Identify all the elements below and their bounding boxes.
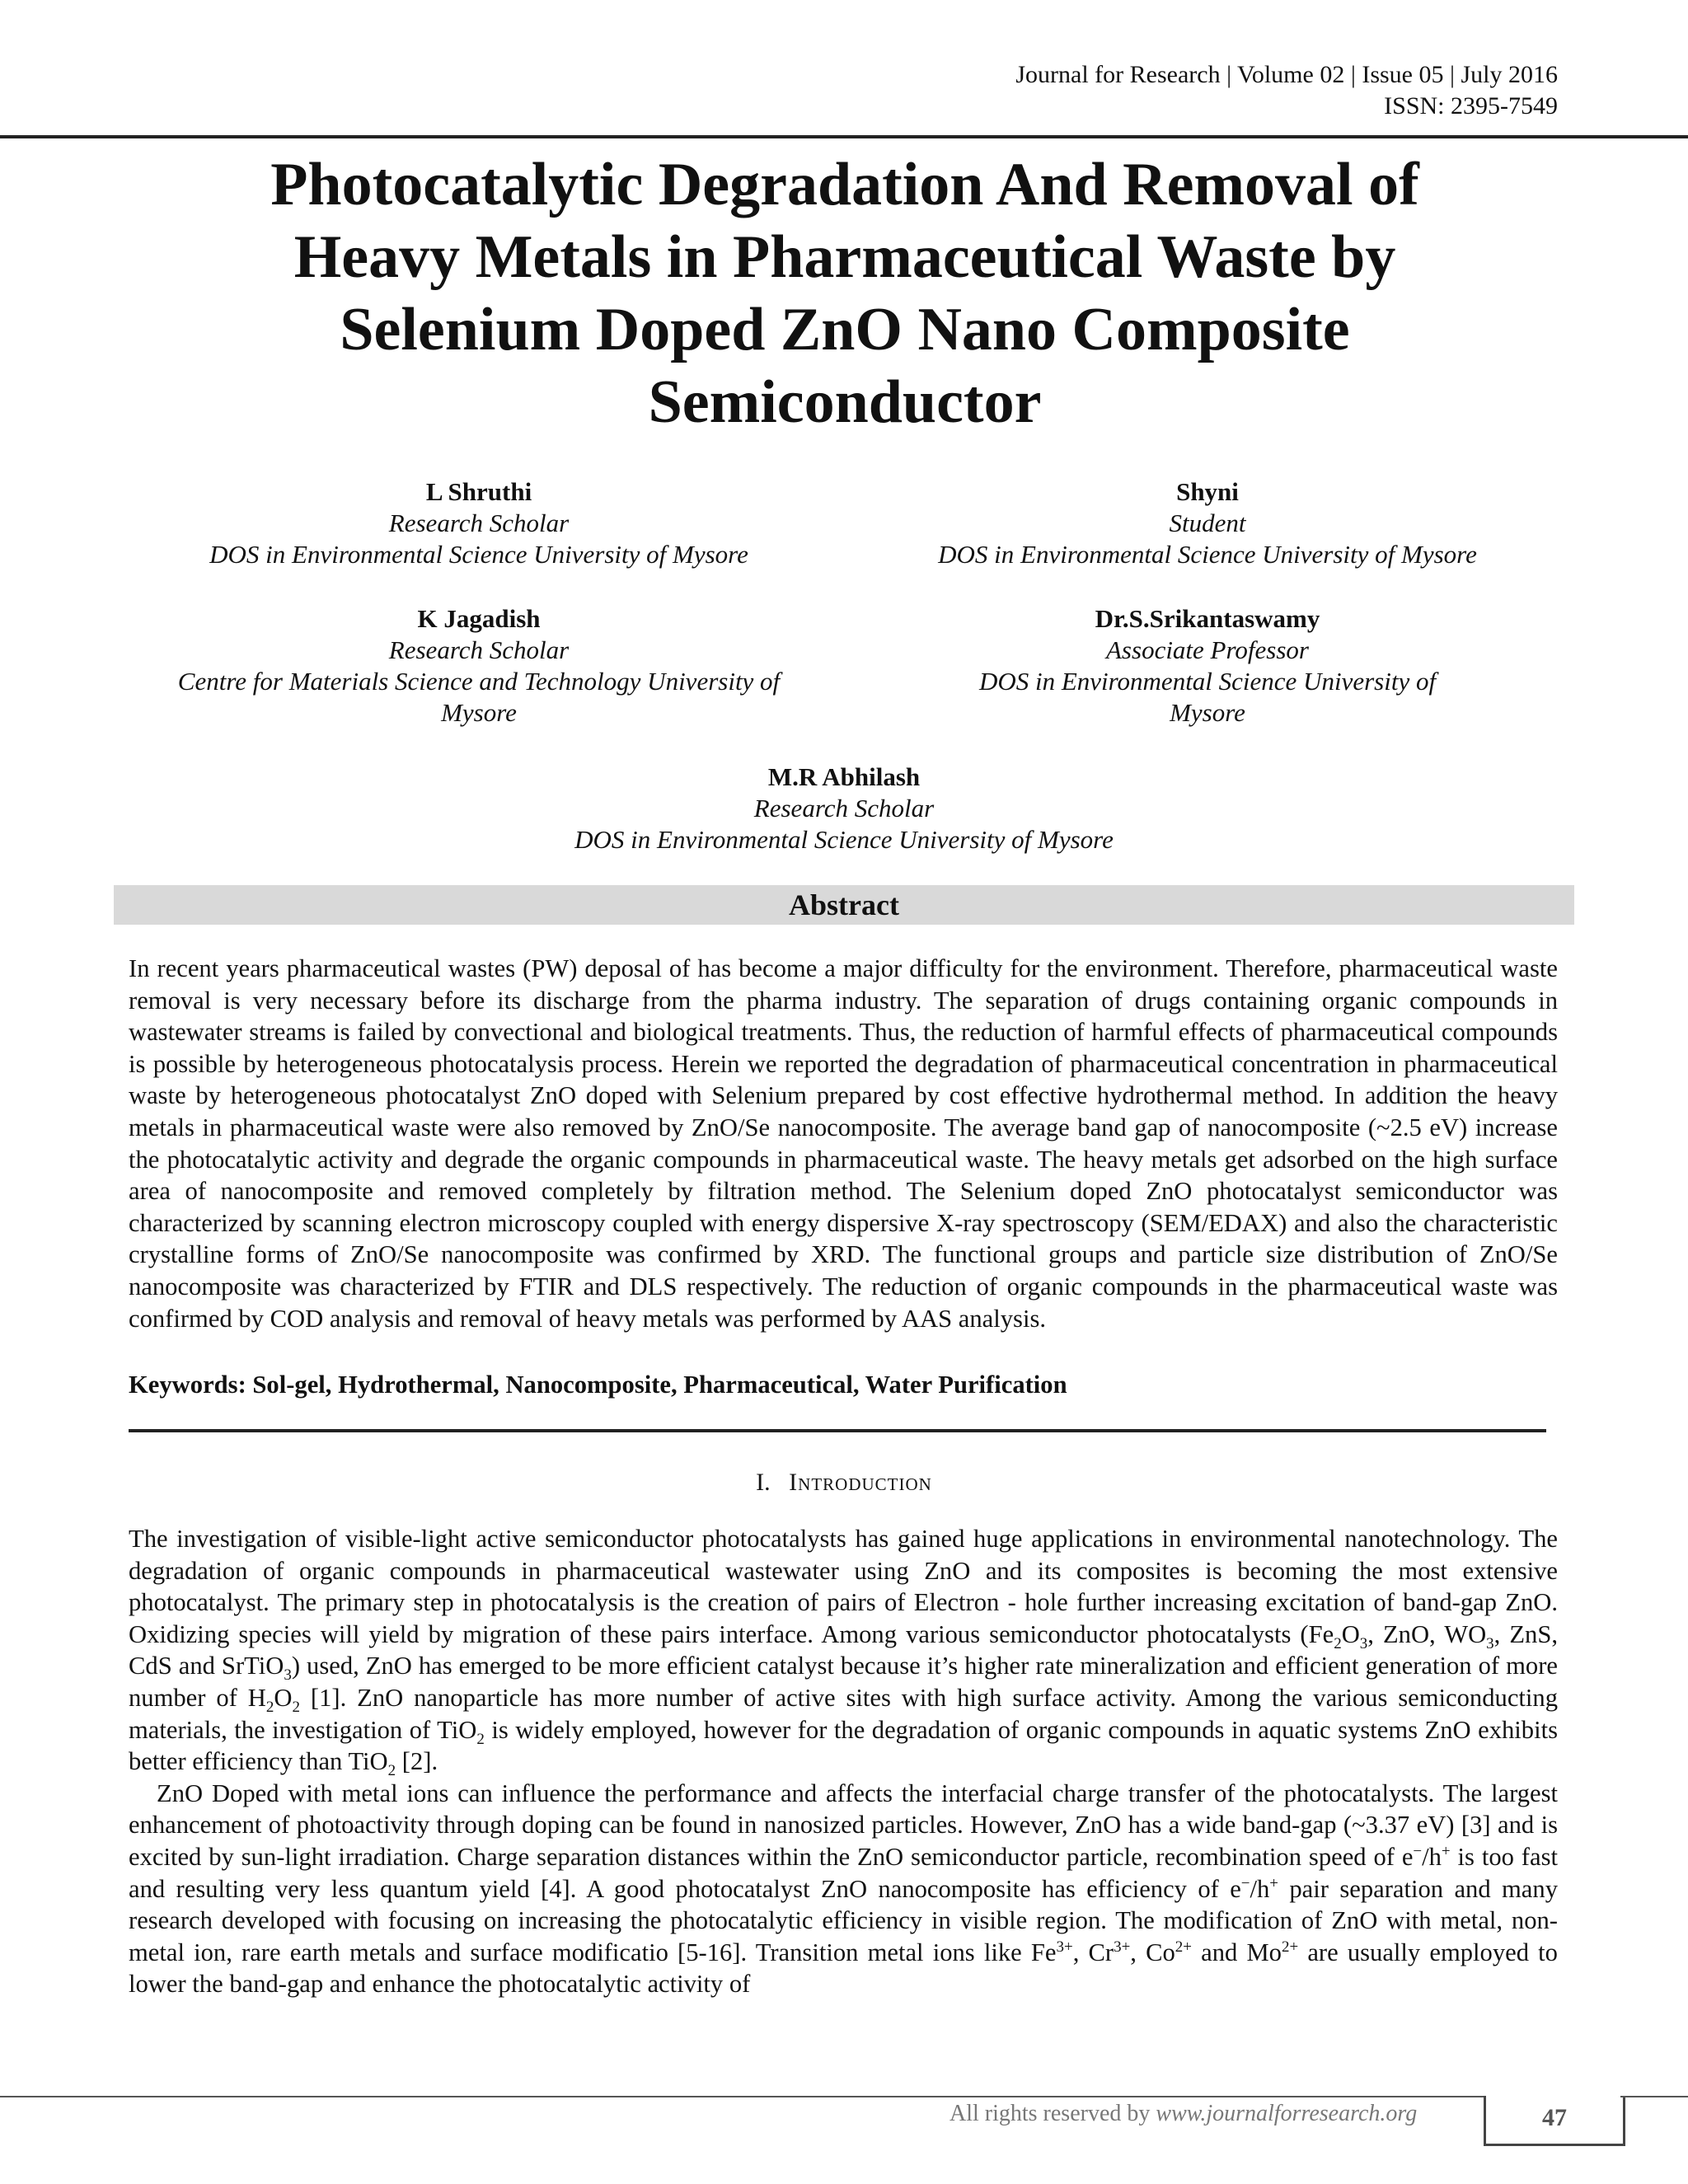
section-title: Introduction xyxy=(789,1469,932,1496)
paper-title xyxy=(148,148,1541,438)
abstract-divider xyxy=(129,1429,1546,1432)
keywords: Keywords: Sol-gel, Hydrothermal, Nanocomposite, Pharmaceutical, Water Purification xyxy=(129,1371,1067,1399)
issn: ISSN: 2395-7549 xyxy=(1384,92,1558,120)
abstract-text: In recent years pharmaceutical wastes (PW) deposal of has become a major difficulty for the environment. Therefore, pharmaceutical waste removal is very necessary before its discharge from the pharma industry. The separation of drugs containing organic compounds in wastewater streams is failed by convectional and biological treatments. Thus, the reduction of harmful effects of pharmaceutical compounds is possible by heterogeneous photocatalysis process. Herein we reported the degradation of pharmaceutical concentration in pharmaceutical waste by heterogeneous photocatalyst ZnO doped with Selenium prepared by cost effective hydrothermal method. In addition the heavy metals in pharmaceutical waste were also removed by ZnO/Se nanocomposite. The average band gap of nanocomposite (~2.5 eV) increase the photocatalytic activity and degrade the organic compounds in pharmaceutical waste. The heavy metals get adsorbed on the high surface area of nanocomposite and removed completely by filtration method. The Selenium doped ZnO photocatalyst semiconductor was characterized by scanning electron microscopy coupled with energy dispersive X-ray spectroscopy (SEM/EDAX) and also the characteristic crystalline forms of ZnO/Se nanocomposite was confirmed by XRD. The functional groups and particle size distribution of ZnO/Se nanocomposite was characterized by FTIR and DLS respectively. The reduction of organic compounds in the pharmaceutical waste was confirmed by COD analysis and removal of heavy metals was performed by AAS analysis. xyxy=(129,954,1558,1333)
author-role: Student xyxy=(1169,509,1246,537)
section-heading xyxy=(0,1467,1688,1498)
author-name: K Jagadish xyxy=(417,604,541,633)
introduction-body xyxy=(129,1523,1558,2000)
author-name: Shyni xyxy=(1176,477,1239,506)
abstract-heading: Abstract xyxy=(114,885,1574,925)
author-name: L Shruthi xyxy=(425,477,532,506)
title-line-1: Photocatalytic Degradation And Removal of xyxy=(270,151,1419,218)
journal-header xyxy=(1015,59,1558,122)
author-block xyxy=(129,476,829,570)
author-affiliation: Centre for Materials Science and Technology University of xyxy=(177,667,781,696)
journal-url[interactable]: www.journalforresearch.org xyxy=(1156,2101,1418,2126)
author-affiliation: DOS in Environmental Science University of Mysore xyxy=(938,540,1477,569)
author-role: Research Scholar xyxy=(388,509,570,537)
author-affiliation-cont: Mysore xyxy=(441,698,517,727)
author-name: Dr.S.Srikantaswamy xyxy=(1095,604,1320,633)
header-divider xyxy=(0,135,1688,138)
section-number: I. xyxy=(756,1469,771,1496)
intro-paragraph: The investigation of visible-light active semiconductor photocatalysts has gained huge applications in environmental nanotechnology. The degradation of organic compounds in pharmaceutical wastewater using ZnO and its composites is becoming the most extensive photocatalyst. The primary step in photocatalysis is the creation of pairs of Electron - hole further increasing excitation of band-gap ZnO. Oxidizing species will yield by migration of these pairs interface. Among various semiconductor photocatalysts ($Fe_2O_3$, ZnO, $WO_3$, ZnS, CdS and SrTiO$_3$) used, ZnO has emerged to be more efficient catalyst because it’s higher rate mineralization and efficient generation of more number of $H_2O_2$ [1]. ZnO nanoparticle has more number of active sites with high surface activity. Among the various semiconducting materials, the investigation of TiO$_2$ is widely employed, however for the degradation of organic compounds in aquatic systems ZnO exhibits better efficiency than TiO$_2$ [2]. xyxy=(129,1525,1558,1780)
author-block xyxy=(432,762,1256,855)
author-block xyxy=(857,476,1558,570)
footer-divider xyxy=(0,2096,1484,2097)
footer-rights xyxy=(950,2101,1417,2127)
author-name: M.R Abhilash xyxy=(767,762,921,791)
author-role: Research Scholar xyxy=(388,635,570,664)
intro-paragraph: ZnO Doped with metal ions can influence the performance and affects the interfacial charge transfer of the photocatalysts. The largest enhancement of photoactivity through doping can be found in nanosized particles. However, ZnO has a wide band-gap (~3.37 eV) [3] and is excited by sun-light irradiation. Charge separation distances within the ZnO semiconductor particle, recombination speed of e−/h+ is too fast and resulting very less quantum yield [4]. A good photocatalyst ZnO nanocomposite has efficiency of e−/h+ pair separation and many research developed with focusing on increasing the photocatalytic efficiency in visible region. The modification of ZnO with metal, non-metal ion, rare earth metals and surface modificatio [5-16]. Transition metal ions like $Fe^{3+}$, $Cr^{3+}$, $Co^{2+}$ and $Mo^{2+}$ are usually employed to lower the band-gap and enhance the photocatalytic activity of xyxy=(129,1779,1558,1999)
rights-text: All rights reserved by xyxy=(950,2101,1156,2126)
author-block xyxy=(129,603,829,729)
author-affiliation-cont: Mysore xyxy=(1170,698,1245,727)
footer-divider-right xyxy=(1620,2096,1688,2097)
title-line-4: Semiconductor xyxy=(648,368,1042,436)
page-number: 47 xyxy=(1542,2104,1567,2131)
author-block xyxy=(857,603,1558,729)
author-role: Associate Professor xyxy=(1106,635,1309,664)
author-affiliation: DOS in Environmental Science University of Mysore xyxy=(209,540,748,569)
author-affiliation: DOS in Environmental Science University of Mysore xyxy=(574,825,1114,854)
title-line-3: Selenium Doped ZnO Nano Composite xyxy=(340,296,1350,363)
journal-info: Journal for Research | Volume 02 | Issue 05 | July 2016 xyxy=(1015,61,1558,88)
title-line-2: Heavy Metals in Pharmaceutical Waste by xyxy=(293,223,1396,291)
author-role: Research Scholar xyxy=(753,794,935,823)
author-affiliation: DOS in Environmental Science University of xyxy=(978,667,1437,696)
